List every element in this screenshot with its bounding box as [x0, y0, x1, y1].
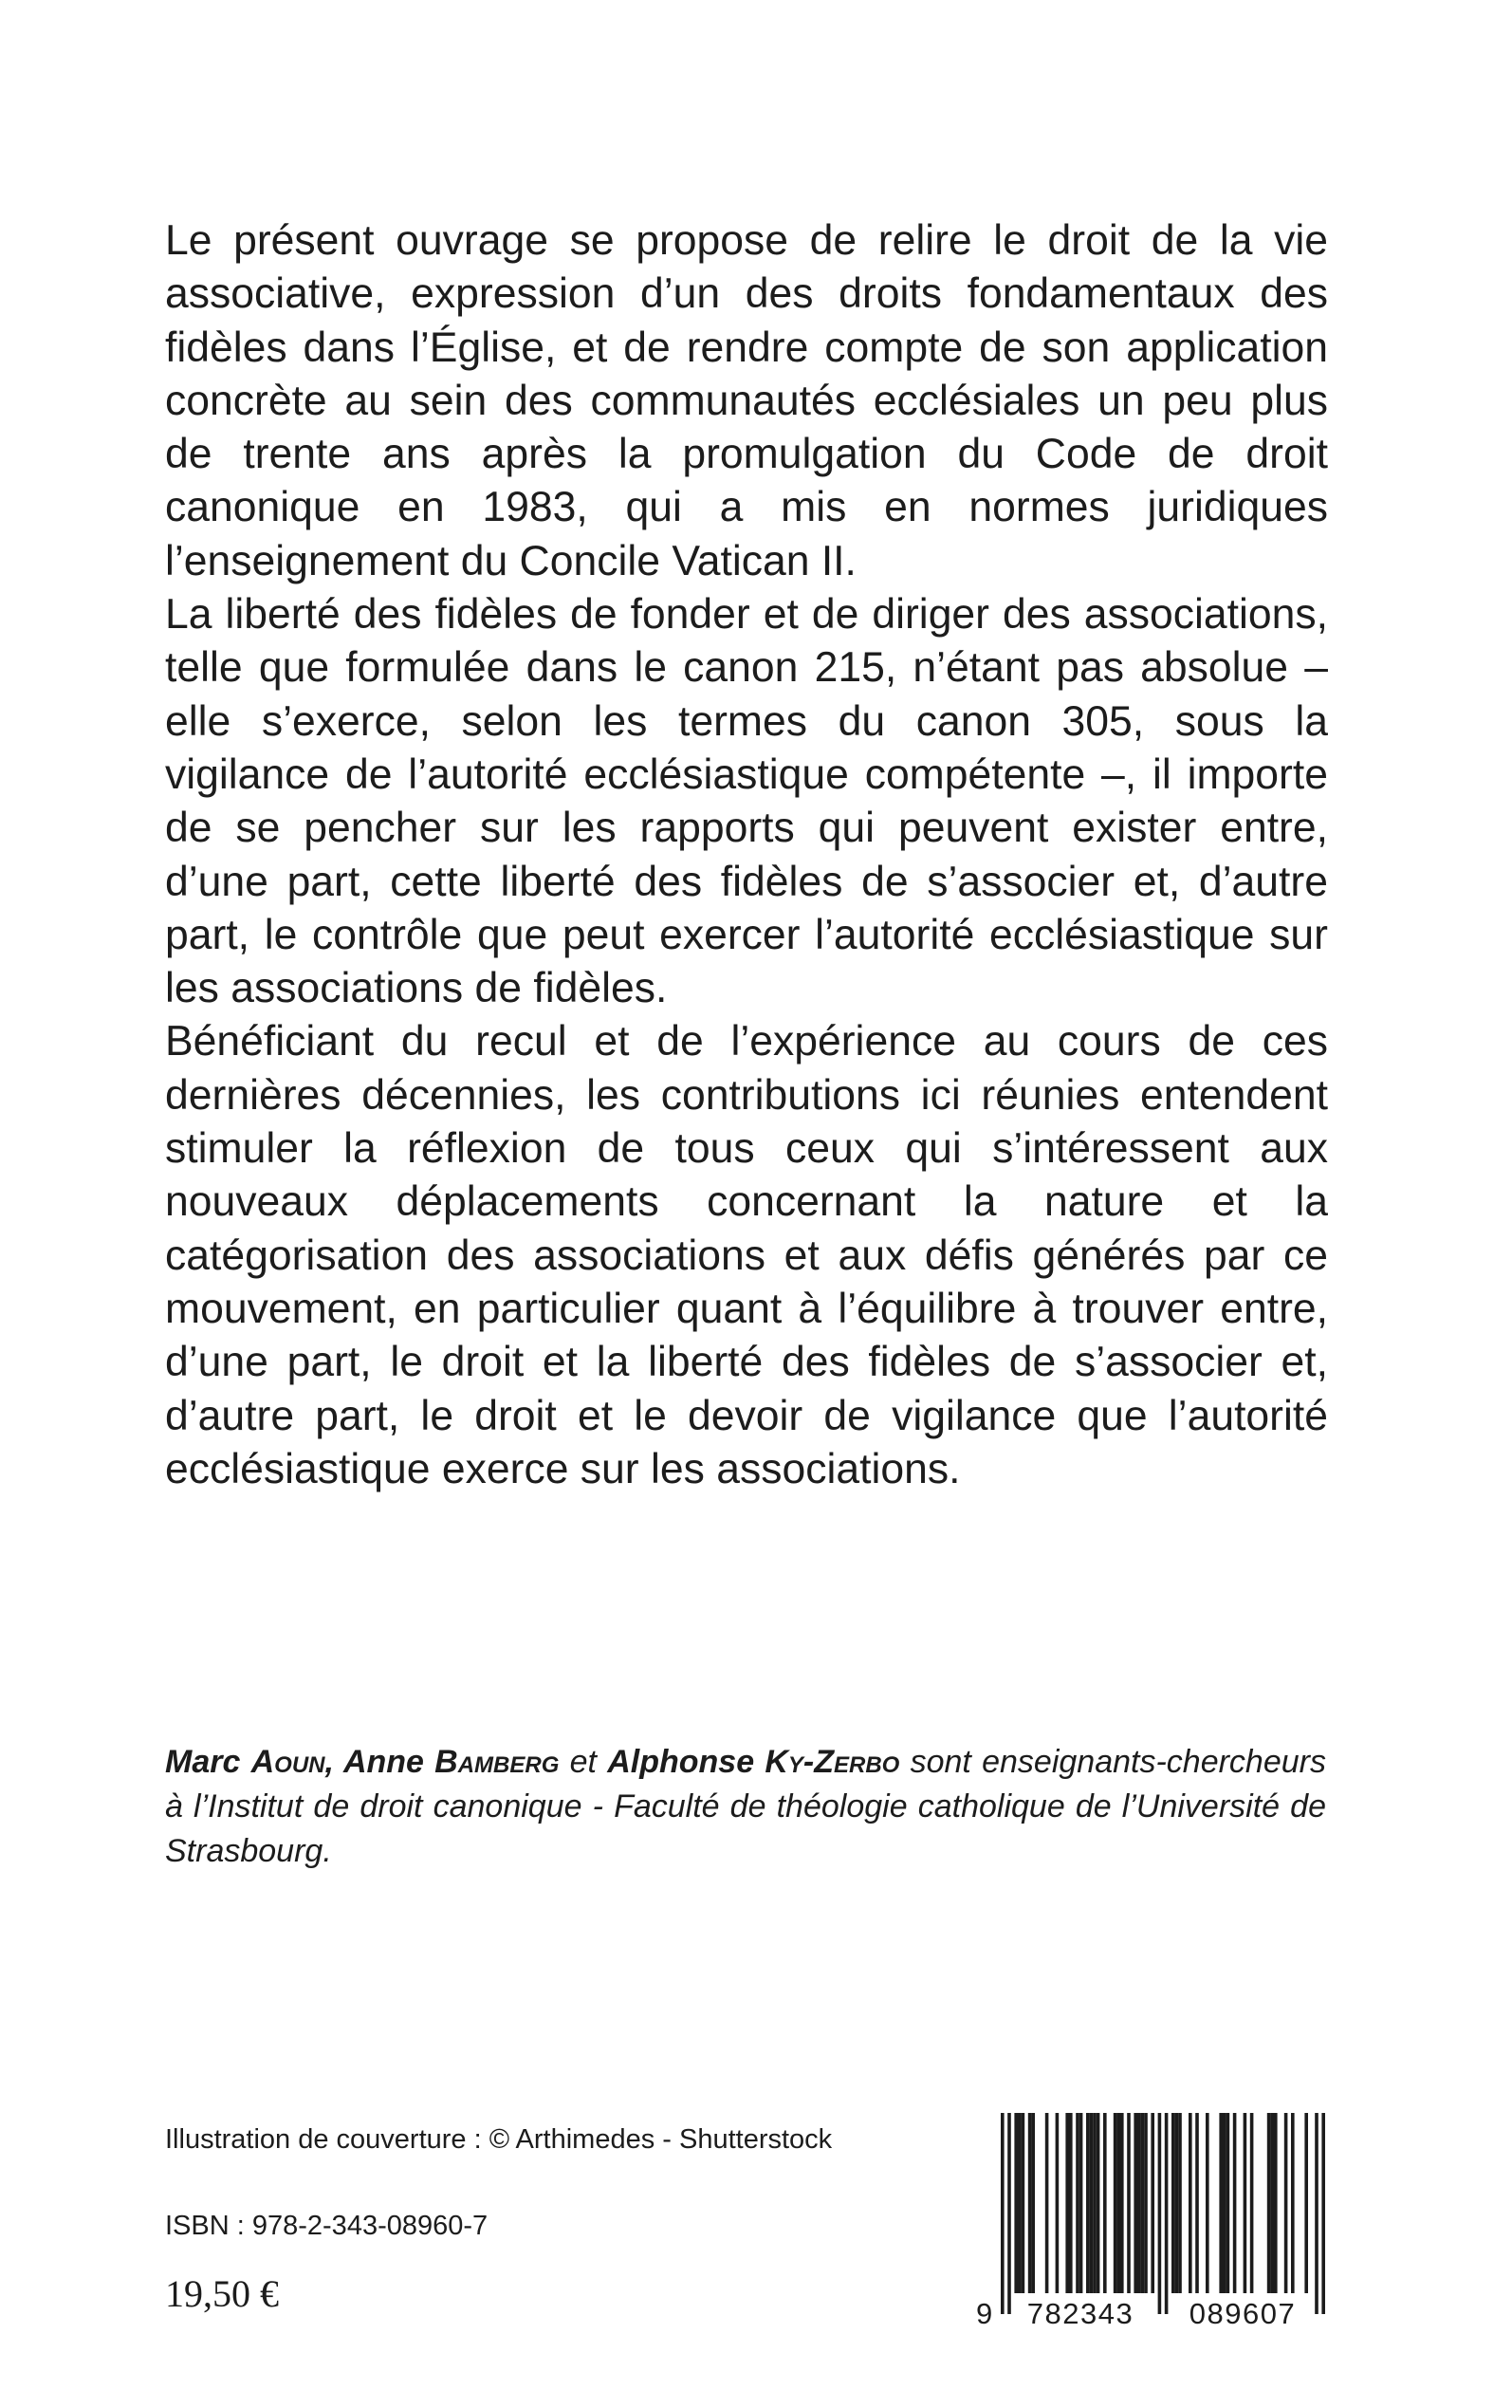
barcode-bar [1086, 2113, 1090, 2293]
barcode-bar [1120, 2113, 1124, 2293]
barcode-bar [1056, 2113, 1060, 2293]
barcode-bar [1141, 2113, 1145, 2293]
barcode-bar [1069, 2113, 1073, 2293]
author-bio [165, 1740, 1326, 1874]
barcode-bar [1127, 2113, 1131, 2293]
barcode-bar [1274, 2113, 1278, 2293]
barcode-bar [1175, 2113, 1179, 2293]
barcode-bar [1226, 2113, 1230, 2293]
barcode-guard-bar [1315, 2113, 1318, 2314]
barcode-bar [1195, 2113, 1199, 2293]
barcode-guard-bar [1158, 2113, 1162, 2314]
author-1-last-name: Aoun, [250, 1744, 334, 1780]
barcode-bar [1250, 2113, 1254, 2293]
barcode-bar [1291, 2113, 1295, 2293]
barcode-bar [1304, 2113, 1308, 2293]
barcode-bar [1189, 2113, 1192, 2293]
barcode-bar [1267, 2113, 1271, 2293]
barcode-bar [1151, 2113, 1154, 2293]
barcode-bar [1031, 2113, 1035, 2293]
barcode-bar [1103, 2113, 1107, 2293]
barcode-left-digits: 782343 [1026, 2297, 1134, 2330]
author-conjunction: et [569, 1744, 597, 1780]
author-description: sont enseignants-chercheurs à l’Institut de droit canonique - Faculté de théologie catholique de l’Université de Strasbourg. [165, 1744, 1326, 1869]
author-2-last-name: Bamberg [434, 1744, 560, 1780]
barcode-bar [1171, 2113, 1175, 2293]
barcode-bar [1079, 2113, 1083, 2293]
barcode-first-digit: 9 [976, 2297, 993, 2330]
blurb-paragraph-3: Bénéficiant du recul et de l’expérience au cours de ces dernières décennies, les contributions ici réunies entendent stimuler la réflexion de tous ceux qui s’intéressent aux nouveaux déplacements concernant la nature et la catégorisation des associations et aux défis générés par ce mouvement, en particulier quant à l’équilibre à trouver entre, d’une part, le droit et la liberté des fidèles de s’associer et, d’autre part, le droit et le devoir de vigilance que l’autorité ecclésiastique exerce sur les associations. [165, 1018, 1328, 1492]
barcode-bar [1244, 2113, 1247, 2293]
barcode-right-digits: 089607 [1189, 2297, 1297, 2330]
illustration-credit: Illustration de couverture : © Arthimedes - Shutterstock [165, 2124, 833, 2155]
barcode-bar [1090, 2113, 1094, 2293]
barcode-bar [1076, 2113, 1079, 2293]
barcode-bar [1134, 2113, 1137, 2293]
barcode-bar [1284, 2113, 1288, 2293]
barcode-bar [1178, 2113, 1182, 2293]
barcode-bar [1206, 2113, 1209, 2293]
barcode-bar [1223, 2113, 1226, 2293]
price-text: 19,50 € [165, 2272, 279, 2315]
barcode-bar [1233, 2113, 1237, 2293]
barcode-bar [1045, 2113, 1049, 2293]
blurb-paragraph-2: La liberté des fidèles de fonder et de diriger des associations, telle que formulée dans le canon 215, n’étant pas absolue – elle s’exerce, selon les termes du canon 305, sous la vigilance de l’autorité ecclésiastique compétente –, il importe de se pencher sur les rapports qui peuvent exister entre, d’une part, cette liberté des fidèles de s’associer et, d’autre part, le contrôle que peut exercer l’autorité ecclésiastique sur les associations de fidèles. [165, 591, 1328, 1012]
barcode-graphic [974, 2113, 1337, 2331]
barcode-bar [1014, 2113, 1018, 2293]
author-2-first-name: Anne [342, 1744, 424, 1780]
barcode-bar [1028, 2113, 1032, 2293]
barcode-bar [1270, 2113, 1274, 2293]
barcode-bar [1093, 2113, 1097, 2293]
barcode-bar [1144, 2113, 1148, 2293]
barcode-bar [1018, 2113, 1022, 2293]
barcode-guard-bar [1321, 2113, 1325, 2314]
barcode-bar [1065, 2113, 1069, 2293]
barcode-bar [1116, 2113, 1120, 2293]
author-1-first-name: Marc [165, 1744, 241, 1780]
back-cover-blurb [165, 214, 1328, 1496]
blurb-paragraph-1: Le présent ouvrage se propose de relire le droit de la vie associative, expression d’un des droits fondamentaux des fidèles dans l’Église, et de rendre compte de son application concrète au sein des communautés ecclésiales un peu plus de trente ans après la promulgation du Code de droit canonique en 1983, qui a mis en normes juridiques l’enseignement du Concile Vatican II. [165, 217, 1328, 584]
barcode-bar [1022, 2113, 1025, 2293]
author-3-first-name: Alphonse [607, 1744, 755, 1780]
barcode-guard-bar [1001, 2113, 1005, 2314]
ean-barcode [974, 2113, 1337, 2331]
isbn-text: ISBN : 978-2-343-08960-7 [165, 2211, 489, 2241]
barcode-bar [1114, 2113, 1117, 2293]
author-3-last-name: Ky-Zerbo [765, 1744, 900, 1780]
barcode-bars [1001, 2113, 1325, 2314]
barcode-bar [1097, 2113, 1100, 2293]
barcode-bar [1137, 2113, 1141, 2293]
barcode-bar [1219, 2113, 1223, 2293]
barcode-guard-bar [1007, 2113, 1011, 2314]
barcode-guard-bar [1165, 2113, 1169, 2314]
